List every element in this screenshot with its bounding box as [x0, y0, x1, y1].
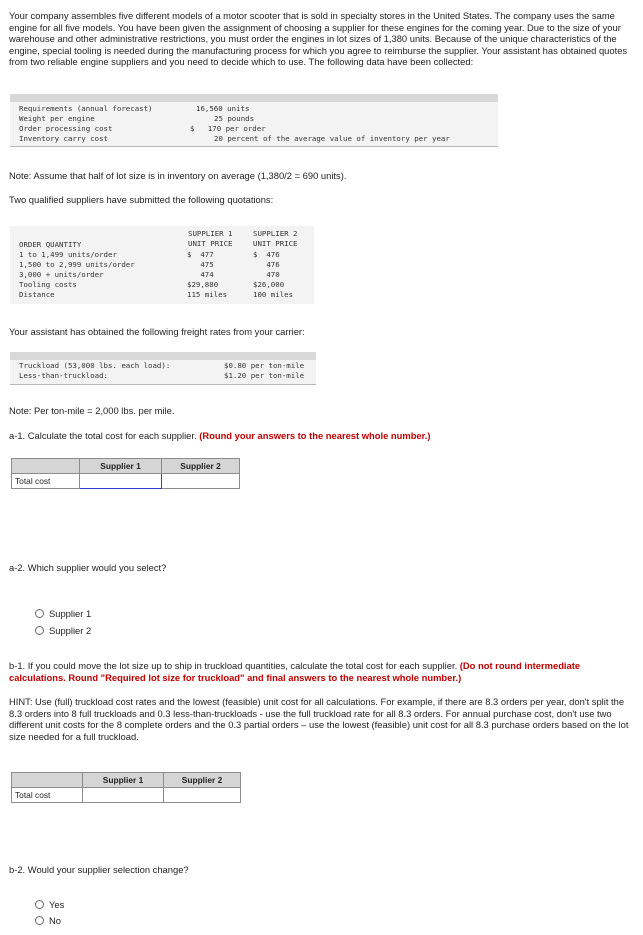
- carry-cost-label: Inventory carry cost: [19, 134, 108, 143]
- radio-icon[interactable]: [35, 609, 44, 618]
- requirements-header-band: [10, 94, 498, 102]
- freight-header-band: [10, 352, 316, 360]
- freight-bottom-rule: [10, 384, 316, 385]
- a2-option-supplier-1[interactable]: [35, 608, 91, 619]
- radio-icon[interactable]: [35, 626, 44, 635]
- b1-supplier-2-cell: [164, 788, 241, 803]
- b2-option-yes-label: Yes: [49, 899, 65, 910]
- b1-supplier-1-cell: [83, 788, 164, 803]
- a1-answer-table: [11, 458, 240, 489]
- b1-hint: HINT: Use (full) truckload cost rates and the lowest (feasible) unit cost for all calculations. For example, if there are 8.3 orders per year, don't split the 8.3 orders into 8 full truckloads and 0.3 less-than-truckloads - use the full truckload rate for all 8.3 orders. For annual purchase cost, don't use two different unit costs for the 8 complete orders and the 0.3 partial orders – use the lowest (feasible) unit cost for all 8.3 purchase orders based on the lot size needed for a full truckload.: [9, 696, 629, 742]
- quotations-header-supplier-1: SUPPLIER 1 UNIT PRICE: [188, 229, 233, 248]
- a1-header-supplier-2: Supplier 2: [162, 459, 240, 474]
- order-cost-label: Order processing cost: [19, 124, 113, 133]
- quotations-supplier-1-values: $ 477 475 474 $29,880 115 miles: [187, 250, 228, 299]
- b2-option-yes[interactable]: [35, 899, 64, 910]
- question-a1-text: a-1. Calculate the total cost for each supplier.: [9, 430, 200, 441]
- b2-option-no[interactable]: [35, 915, 61, 926]
- question-b1: [9, 660, 635, 683]
- order-cost-value: $ 170 per order: [190, 124, 266, 133]
- freight-rates: $0.80 per ton-mile $1.20 per ton-mile: [224, 361, 305, 380]
- b1-answer-table: [11, 772, 241, 803]
- b1-supplier-2-total-input[interactable]: [164, 788, 240, 802]
- radio-icon[interactable]: [35, 916, 44, 925]
- weight-value: 25 pounds: [214, 114, 255, 123]
- a1-supplier-1-total-input[interactable]: [80, 474, 161, 488]
- note-inventory: Note: Assume that half of lot size is in inventory on average (1,380/2 = 690 units).: [9, 170, 347, 181]
- radio-icon[interactable]: [35, 900, 44, 909]
- question-a1: [9, 430, 635, 442]
- a1-supplier-1-cell: [80, 474, 162, 489]
- a1-supplier-2-total-input[interactable]: [162, 474, 239, 488]
- question-a2: a-2. Which supplier would you select?: [9, 562, 167, 573]
- quotations-header-supplier-2: SUPPLIER 2 UNIT PRICE: [253, 229, 298, 248]
- note-ton-mile: Note: Per ton-mile = 2,000 lbs. per mile.: [9, 405, 175, 416]
- weight-label: Weight per engine: [19, 114, 95, 123]
- question-b2: b-2. Would your supplier selection change?: [9, 864, 189, 875]
- b1-header-blank: [12, 773, 83, 788]
- intro-paragraph: Your company assembles five different models of a motor scooter that is sold in specialty stores in the United States. The company uses the same engine for all five models. You have been given the assignment of choosing a supplier for these engines for the coming year. Due to the size of your warehouse and other administrative restrictions, you must order the engines in lot sizes of 1,380 units. Because of the unique characteristics of the engine, special tooling is needed during the manufacturing process for which you agree to reimburse the supplier. Your assistant has obtained quotes from two reliable engine suppliers and you need to decide which to use. The following data have been collected:: [9, 10, 628, 67]
- b1-header-supplier-2: Supplier 2: [164, 773, 241, 788]
- b1-supplier-1-total-input[interactable]: [83, 788, 163, 802]
- freight-intro: Your assistant has obtained the following freight rates from your carrier:: [9, 326, 305, 337]
- freight-labels: Truckload (53,000 lbs. each load): Less-than-truckload:: [19, 361, 171, 380]
- a2-option-2-label: Supplier 2: [49, 625, 92, 636]
- requirements-value: 16,560 units: [196, 104, 250, 113]
- carry-cost-value: 20 percent of the average value of inventory per year: [214, 134, 450, 143]
- a1-header-supplier-1: Supplier 1: [80, 459, 162, 474]
- quotations-supplier-2-values: $ 476 476 470 $26,000 100 miles: [253, 250, 294, 299]
- a1-row-label: Total cost: [12, 474, 80, 489]
- a1-supplier-2-cell: [162, 474, 240, 489]
- a1-header-blank: [12, 459, 80, 474]
- suppliers-intro: Two qualified suppliers have submitted the following quotations:: [9, 194, 274, 205]
- question-b1-text: b-1. If you could move the lot size up to ship in truckload quantities, calculate the total cost for each supplier.: [9, 660, 460, 671]
- question-b1-instruction: (Do not round intermediate calculations. Round "Required lot size for truckload" and final answers to the nearest whole number.): [9, 660, 581, 683]
- quotations-row-labels: ORDER QUANTITY 1 to 1,499 units/order 1,500 to 2,999 units/order 3,000 + units/order Tooling costs Distance: [19, 240, 135, 299]
- requirements-label: Requirements (annual forecast): [19, 104, 153, 113]
- b1-row-label: Total cost: [12, 788, 83, 803]
- a2-option-supplier-2[interactable]: [35, 625, 91, 636]
- b2-option-no-label: No: [49, 915, 61, 926]
- requirements-bottom-rule: [10, 146, 498, 147]
- a2-option-1-label: Supplier 1: [49, 608, 92, 619]
- b1-header-supplier-1: Supplier 1: [83, 773, 164, 788]
- question-a1-instruction: (Round your answers to the nearest whole number.): [199, 430, 431, 441]
